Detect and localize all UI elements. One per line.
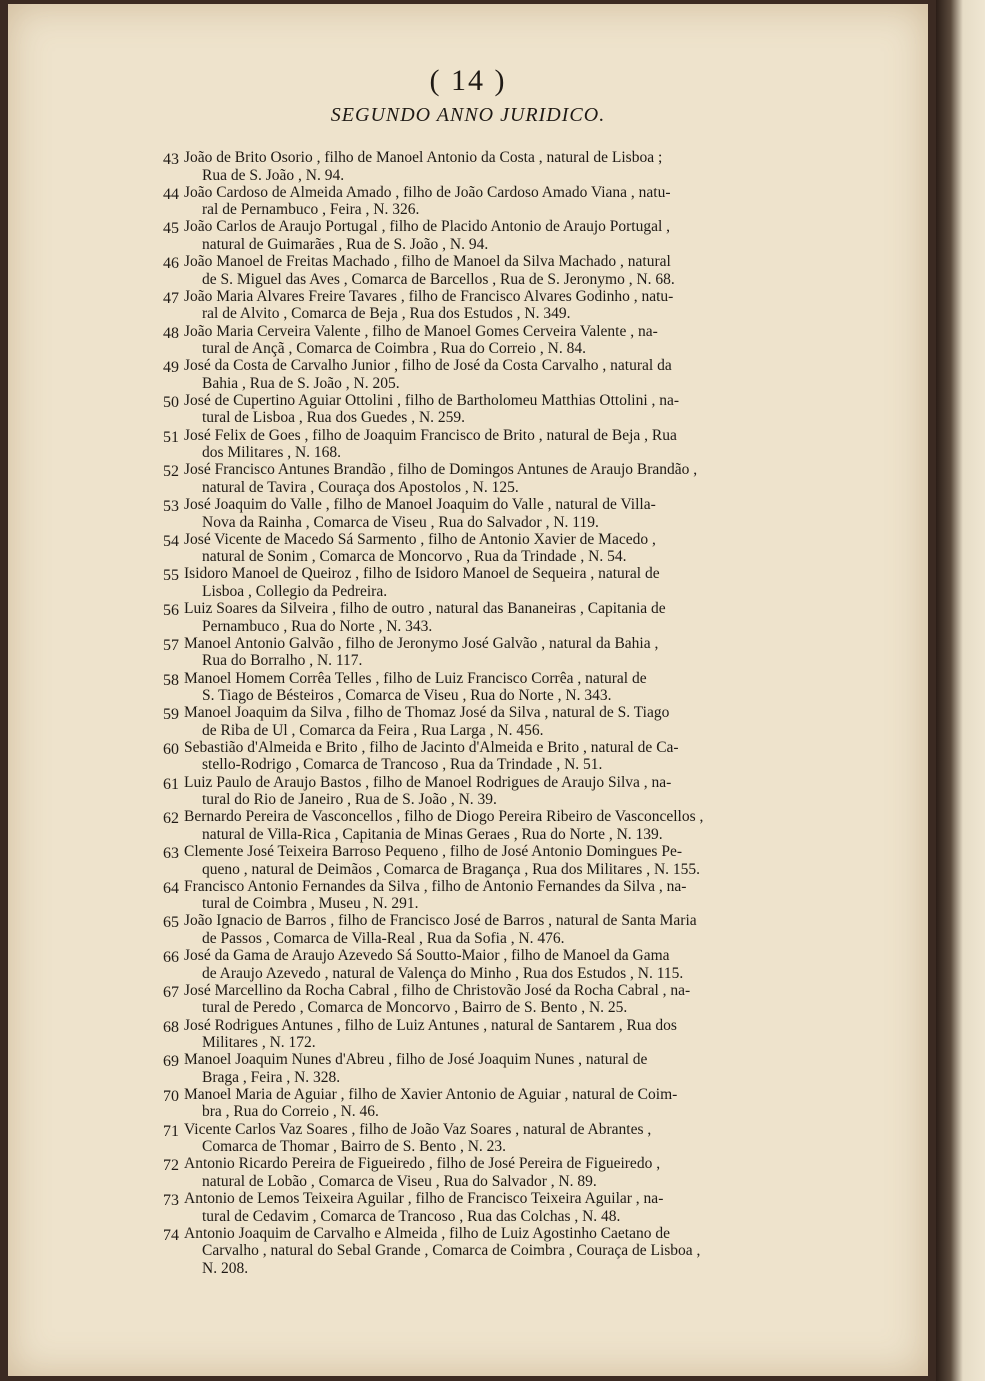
- entry-line1: José Marcellino da Rocha Cabral , filho de Christovão José da Rocha Cabral , na-: [184, 981, 691, 999]
- entry-line2: de Riba de Ul , Comarca da Feira , Rua Larga , N. 456.: [202, 721, 544, 739]
- entry-line2: Braga , Feira , N. 328.: [202, 1068, 341, 1086]
- entry-number: 59: [163, 706, 179, 724]
- entry-number: 68: [163, 1018, 179, 1036]
- entry-line1: João Maria Cerveira Valente , filho de Manoel Gomes Cerveira Valente , na-: [184, 322, 658, 340]
- entry-line2: Lisboa , Collegio da Pedreira.: [202, 582, 388, 600]
- entry-line1: Manoel Antonio Galvão , filho de Jeronymo José Galvão , natural da Bahia ,: [184, 634, 659, 652]
- page-heading: SEGUNDO ANNO JURIDICO.: [330, 104, 606, 126]
- entry-number: 51: [163, 428, 179, 446]
- entry-line1: José Felix de Goes , filho de Joaquim Francisco de Brito , natural de Beja , Rua: [184, 426, 677, 444]
- entry-number: 49: [163, 359, 179, 377]
- entry-line2: queno , natural de Deimãos , Comarca de Bragança , Rua dos Militares , N. 155.: [202, 860, 701, 878]
- entry-number: 65: [163, 914, 179, 932]
- entry-line2: Rua do Borralho , N. 117.: [202, 652, 363, 670]
- entry-line3: N. 208.: [202, 1259, 249, 1277]
- entry-number: 71: [163, 1122, 179, 1140]
- entry-number: 61: [163, 775, 179, 793]
- entry-line2: Militares , N. 172.: [202, 1034, 316, 1051]
- entry-number: 72: [163, 1157, 179, 1175]
- entry-number: 60: [163, 740, 179, 758]
- entry-line1: Manoel Homem Corrêa Telles , filho de Luiz Francisco Corrêa , natural de: [184, 669, 647, 687]
- entry-line1: Isidoro Manoel de Queiroz , filho de Isidoro Manoel de Sequeira , natural de: [184, 565, 660, 583]
- entry-number: 57: [163, 636, 179, 654]
- entry-line2: tural de Lisboa , Rua dos Guedes , N. 259.: [202, 409, 466, 427]
- entry-line1: João Cardoso de Almeida Amado , filho de João Cardoso Amado Viana , natu-: [184, 183, 671, 201]
- entry-line1: José da Costa de Carvalho Junior , filho de José da Costa Carvalho , natural da: [184, 357, 672, 375]
- entry-number: 64: [163, 879, 179, 897]
- entry-line2: ral de Pernambuco , Feira , N. 326.: [202, 201, 420, 219]
- entry-line1: João Maria Alvares Freire Tavares , filho de Francisco Alvares Godinho , natu-: [184, 287, 674, 305]
- entry-line1: José Joaquim do Valle , filho de Manoel Joaquim do Valle , natural de Villa-: [184, 496, 656, 513]
- entry-line2: bra , Rua do Correio , N. 46.: [202, 1103, 379, 1121]
- entry-line2: stello-Rodrigo , Comarca de Trancoso , Rua da Trindade , N. 51.: [202, 756, 603, 774]
- entry-number: 45: [163, 220, 179, 238]
- entry-line1: Vicente Carlos Vaz Soares , filho de João Vaz Soares , natural de Abrantes ,: [184, 1120, 652, 1138]
- entry-line2: ral de Alvito , Comarca de Beja , Rua dos Estudos , N. 349.: [202, 305, 571, 323]
- entry-line1: João de Brito Osorio , filho de Manoel Antonio da Costa , natural de Lisboa ;: [184, 149, 663, 166]
- entry-number: 54: [163, 532, 179, 550]
- entry-number: 55: [163, 567, 179, 585]
- entry-number: 69: [163, 1053, 179, 1071]
- entry-line1: João Ignacio de Barros , filho de Francisco José de Barros , natural de Santa Maria: [184, 912, 697, 930]
- entry-line2: natural de Guimarães , Rua de S. João , N. 94.: [202, 235, 489, 253]
- entry-line1: João Carlos de Araujo Portugal , filho de Placido Antonio de Araujo Portugal ,: [184, 218, 671, 236]
- entry-line2: natural de Sonim , Comarca de Moncorvo , Rua da Trindade , N. 54.: [202, 548, 627, 566]
- entry-line1: Clemente José Teixeira Barroso Pequeno , filho de José Antonio Domingues Pe-: [184, 843, 682, 860]
- entry-number: 53: [163, 498, 179, 515]
- entry-number: 52: [163, 463, 179, 481]
- entry-number: 66: [163, 949, 179, 967]
- entry-line1: Bernardo Pereira de Vasconcellos , filho de Diogo Pereira Ribeiro de Vasconcellos ,: [184, 808, 704, 826]
- entry-line2: Rua de S. João , N. 94.: [202, 166, 345, 184]
- entry-number: 47: [163, 289, 179, 307]
- entry-line2: Comarca de Thomar , Bairro de S. Bento , N. 23.: [202, 1138, 507, 1156]
- entry-number: 50: [163, 393, 179, 411]
- entry-line2: Carvalho , natural do Sebal Grande , Comarca de Coimbra , Couraça de Lisboa ,: [202, 1242, 701, 1260]
- entry-line2: natural de Lobão , Comarca de Viseu , Rua do Salvador , N. 89.: [202, 1172, 597, 1190]
- page-number: ( 14 ): [429, 64, 507, 97]
- entry-line2: S. Tiago de Bésteiros , Comarca de Viseu , Rua do Norte , N. 343.: [202, 687, 612, 704]
- entry-number: 58: [163, 671, 179, 689]
- entry-line2: tural do Rio de Janeiro , Rua de S. João , N. 39.: [202, 791, 497, 809]
- entry-line1: Manoel Maria de Aguiar , filho de Xavier Antonio de Aguiar , natural de Coim-: [184, 1085, 678, 1103]
- entry-line1: José Francisco Antunes Brandão , filho de Domingos Antunes de Araujo Brandão ,: [184, 461, 698, 479]
- entry-line2: tural de Ançã , Comarca de Coimbra , Rua do Correio , N. 84.: [202, 340, 586, 357]
- entry-line1: Francisco Antonio Fernandes da Silva , filho de Antonio Fernandes da Silva , na-: [184, 877, 687, 895]
- entry-number: 74: [163, 1226, 179, 1244]
- entry-line1: Manoel Joaquim da Silva , filho de Thomaz José da Silva , natural de S. Tiago: [184, 704, 670, 722]
- entry-line1: Manoel Joaquim Nunes d'Abreu , filho de José Joaquim Nunes , natural de: [184, 1051, 648, 1069]
- entry-line2: Nova da Rainha , Comarca de Viseu , Rua do Salvador , N. 119.: [202, 513, 599, 531]
- entry-line2: Pernambuco , Rua do Norte , N. 343.: [202, 617, 433, 635]
- entry-line2: tural de Cedavim , Comarca de Trancoso , Rua das Colchas , N. 48.: [202, 1207, 621, 1225]
- entry-line2: natural de Villa-Rica , Capitania de Minas Geraes , Rua do Norte , N. 139.: [202, 825, 663, 843]
- entry-line2: Bahia , Rua de S. João , N. 205.: [202, 374, 400, 392]
- entry-number: 44: [163, 185, 179, 203]
- entry-line2: dos Militares , N. 168.: [202, 444, 342, 462]
- entry-line1: Antonio de Lemos Teixeira Aguilar , filho de Francisco Teixeira Aguilar , na-: [184, 1190, 664, 1207]
- entry-line1: José Rodrigues Antunes , filho de Luiz Antunes , natural de Santarem , Rua dos: [184, 1016, 677, 1034]
- entry-line2: tural de Peredo , Comarca de Moncorvo , Bairro de S. Bento , N. 25.: [202, 999, 628, 1017]
- entry-line1: José Vicente de Macedo Sá Sarmento , filho de Antonio Xavier de Macedo ,: [184, 530, 656, 548]
- entry-number: 70: [163, 1087, 179, 1105]
- entry-line1: José de Cupertino Aguiar Ottolini , filho de Bartholomeu Matthias Ottolini , na-: [184, 391, 680, 409]
- entry-line1: José da Gama de Araujo Azevedo Sá Soutto-Maior , filho de Manoel da Gama: [184, 947, 670, 965]
- entry-line2: de Passos , Comarca de Villa-Real , Rua da Sofia , N. 476.: [202, 929, 565, 947]
- entry-number: 46: [163, 255, 179, 273]
- entry-line2: de S. Miguel das Aves , Comarca de Barcellos , Rua de S. Jeronymo , N. 68.: [202, 270, 675, 288]
- entry-line1: Luiz Paulo de Araujo Bastos , filho de Manoel Rodrigues de Araujo Silva , na-: [184, 773, 672, 791]
- entry-number: 48: [163, 324, 179, 342]
- book-page: [8, 4, 928, 1376]
- entry-number: 73: [163, 1192, 179, 1209]
- entry-line1: João Manoel de Freitas Machado , filho de Manoel da Silva Machado , natural: [184, 253, 671, 271]
- entry-number: 43: [163, 151, 179, 168]
- entry-line1: Luiz Soares da Silveira , filho de outro , natural das Bananeiras , Capitania de: [184, 600, 666, 618]
- entry-line2: tural de Coimbra , Museu , N. 291.: [202, 895, 419, 913]
- entry-line2: de Araujo Azevedo , natural de Valença do Minho , Rua dos Estudos , N. 115.: [202, 964, 684, 982]
- entry-line1: Antonio Ricardo Pereira de Figueiredo , filho de José Pereira de Figueiredo ,: [184, 1155, 661, 1173]
- book-spine: [936, 0, 985, 1381]
- entry-line1: Sebastião d'Almeida e Brito , filho de Jacinto d'Almeida e Brito , natural de Ca-: [184, 738, 679, 756]
- entry-number: 56: [163, 602, 179, 620]
- entry-number: 67: [163, 983, 179, 1001]
- entry-number: 63: [163, 845, 179, 862]
- entry-line2: natural de Tavira , Couraça dos Apostolos , N. 125.: [202, 478, 519, 496]
- entry-line1: Antonio Joaquim de Carvalho e Almeida , filho de Luiz Agostinho Caetano de: [184, 1224, 671, 1242]
- entry-number: 62: [163, 810, 179, 828]
